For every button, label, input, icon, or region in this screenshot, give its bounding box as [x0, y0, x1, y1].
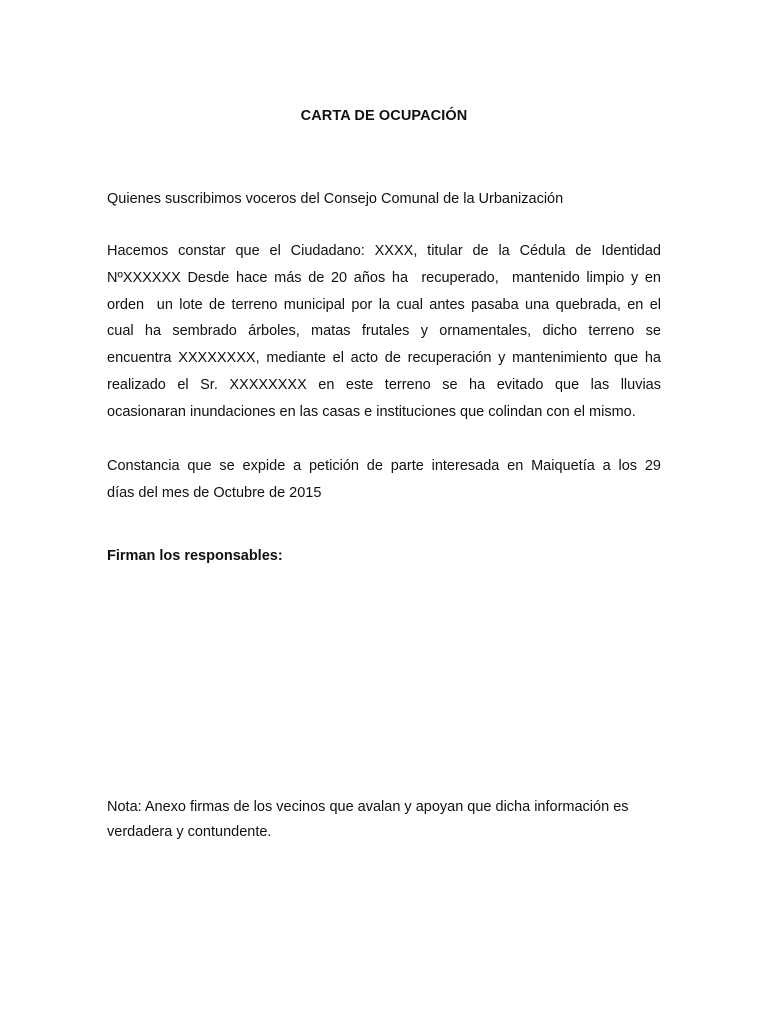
signers-heading: Firman los responsables:: [107, 548, 283, 564]
closing-line: Constancia que se expide a petición de parte interesada en Maiquetía a los 29: [107, 458, 661, 474]
body-line: encuentra XXXXXXXX, mediante el acto de recuperación y mantenimiento que ha: [107, 350, 661, 367]
closing-paragraph: [107, 453, 661, 507]
note-line: verdadera y contundente.: [107, 824, 272, 840]
note-line: Nota: Anexo firmas de los vecinos que avalan y apoyan que dicha información es: [107, 799, 629, 815]
body-line: cual ha sembrado árboles, matas frutales y ornamentales, dicho terreno se: [107, 323, 661, 340]
note-paragraph: [107, 795, 661, 845]
body-line: orden un lote de terreno municipal por la cual antes pasaba una quebrada, en el: [107, 296, 661, 313]
body-paragraph: [107, 238, 661, 426]
body-line: Hacemos constar que el Ciudadano: XXXX, titular de la Cédula de Identidad: [107, 243, 661, 259]
body-line: ocasionaran inundaciones en las casas e instituciones que colindan con el mismo.: [107, 403, 636, 420]
document-title: CARTA DE OCUPACIÓN: [300, 108, 468, 124]
body-line: NºXXXXXX Desde hace más de 20 años ha recuperado, mantenido limpio y en: [107, 269, 661, 286]
intro-paragraph: Quienes suscribimos voceros del Consejo Comunal de la Urbanización: [107, 191, 564, 207]
closing-line: días del mes de Octubre de 2015: [107, 484, 322, 501]
body-line: realizado el Sr. XXXXXXXX en este terreno se ha evitado que las lluvias: [107, 376, 661, 393]
